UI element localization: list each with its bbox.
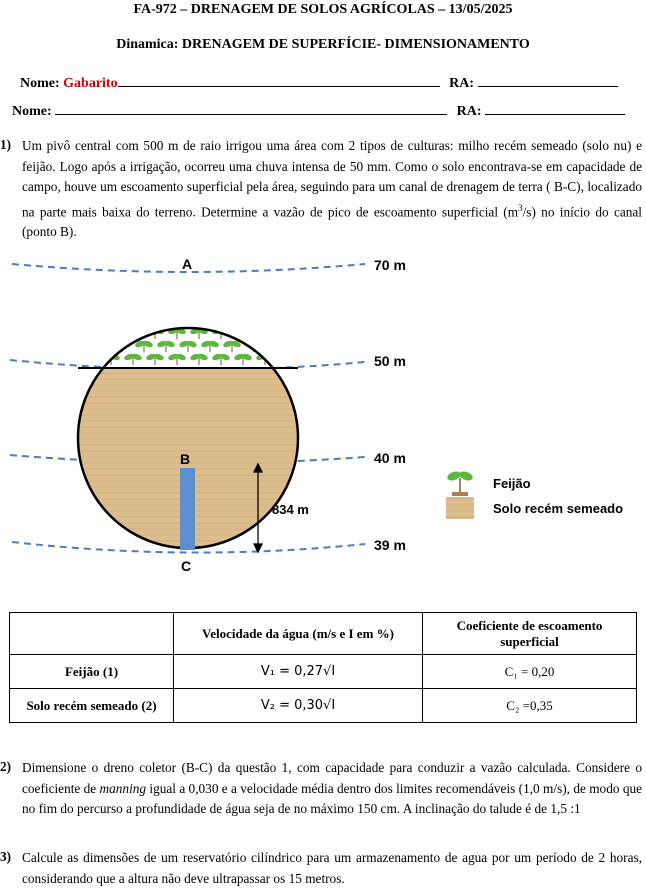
ra-line-2[interactable] <box>485 101 625 115</box>
bean-plant <box>211 303 230 315</box>
bean-plant <box>255 327 274 339</box>
ra-line[interactable] <box>478 73 618 87</box>
legend-bean-icon <box>446 470 474 496</box>
name-label-2: Nome: <box>12 104 52 119</box>
bean-plant <box>288 315 307 327</box>
row-solo-name: Solo recém semeado (2) <box>10 689 174 723</box>
bean-plant <box>189 303 208 315</box>
row-solo-coef: C₂ =0,35 <box>423 689 637 723</box>
bean-plant <box>167 303 186 315</box>
bean-plant <box>79 353 98 365</box>
legend-soil-swatch <box>446 497 474 519</box>
bean-plant <box>255 303 274 315</box>
q1-text: Um pivô central com 500 m de raio irrigou uma área com 2 tipos de culturas: milho recém semeado (solo nu) e feijão. Logo após a irrigação, ocorreu uma chuva intensa de 50 mm. Como o solo encontrava-se em capacidade de campo, houve um escoamento superficial pela área, seguindo para um canal de drenagem de terra ( B-C), localizado na parte mais baixa do terreno. Determine a vazão de pico de escoamento superficial $(m^3/s)$ no início do canal (ponto B). <box>22 138 642 240</box>
bean-plant <box>101 303 120 315</box>
contour-39-label: 39 m <box>374 537 406 553</box>
table-header-coef: Coeficiente de escoamento superficial <box>423 613 637 655</box>
bean-plant <box>277 353 296 365</box>
contour-70-label: 70 m <box>374 257 406 273</box>
legend-feijao: Feijão <box>493 476 531 491</box>
bean-plant <box>79 303 98 315</box>
bean-plant <box>68 291 87 303</box>
contour-40-label: 40 m <box>374 450 406 466</box>
bean-plant <box>134 291 153 303</box>
bean-plant <box>145 303 164 315</box>
bean-plant <box>222 291 241 303</box>
row-solo-velocity: V₂ = 0,30√I <box>174 689 423 723</box>
q2-text: Dimensione o dreno coletor (B-C) da questão 1, com capacidade para conduzir a vazão calculada. Considere o coeficiente de manning igual a 0,030 e a velocidade média dentro dos limites recomendáveis (1,0 m/s), de modo que no fim do percurso a profundidade de água seja de no máximo 150 cm. A inclinação do talude é de 1,5 :1 <box>22 760 643 816</box>
contour-50-label: 50 m <box>374 353 406 369</box>
row-feijao-coef: C₁ = 0,20 <box>423 655 637 689</box>
bean-plant <box>244 291 263 303</box>
q3-number: 3) <box>0 849 12 864</box>
point-a-label: A <box>182 256 193 272</box>
bean-plant <box>244 315 263 327</box>
point-c-label: C <box>181 558 192 574</box>
row-feijao-name: Feijão (1) <box>10 655 174 689</box>
bean-plant <box>233 327 252 339</box>
bean-plant <box>222 315 241 327</box>
bean-area <box>70 310 310 368</box>
bean-plant <box>200 315 219 327</box>
course-title: FA-972 – DRENAGEM DE SOLOS AGRÍCOLAS – 13/05/2025 <box>133 2 513 17</box>
bean-plant <box>90 340 109 352</box>
bean-plant <box>68 315 87 327</box>
bean-plant <box>266 315 285 327</box>
name-line-2[interactable] <box>55 101 447 115</box>
bean-plant <box>233 303 252 315</box>
pivot-figure <box>0 250 646 590</box>
legend-solo: Solo recém semeado <box>493 501 624 516</box>
activity-title: Dinamica: DRENAGEM DE SUPERFÍCIE- DIMENSIONAMENTO <box>116 37 530 52</box>
bean-plant <box>266 291 285 303</box>
table-header-velocity: Velocidade da água (m/s e I em %) <box>174 613 423 655</box>
bean-plant <box>90 315 109 327</box>
bean-plant <box>123 327 142 339</box>
bean-plant <box>178 291 197 303</box>
name-label: Nome: <box>20 76 60 91</box>
ra-label-2: RA: <box>456 104 482 119</box>
bean-plant <box>288 340 307 352</box>
bean-plant <box>134 315 153 327</box>
name-row-2 <box>12 101 625 120</box>
bean-plant <box>200 291 219 303</box>
point-b-label: B <box>180 451 191 467</box>
bean-plant <box>266 340 285 352</box>
q1-number: 1) <box>0 137 12 152</box>
bean-plant <box>112 291 131 303</box>
bean-plant <box>277 303 296 315</box>
q3-text: Calcule as dimensões de um reservatório cilíndrico para um armazenamento de agua por um período de 2 horas, considerando que a altura não deve ultrapassar os 15 metros. <box>22 850 642 886</box>
ra-label: RA: <box>449 76 474 91</box>
bean-plant <box>178 315 197 327</box>
row-feijao-velocity: V₁ = 0,27√I <box>174 655 423 689</box>
table-header-empty <box>10 613 174 655</box>
bean-plant <box>112 315 131 327</box>
bean-plant <box>90 291 109 303</box>
bean-plant <box>79 327 98 339</box>
name-line[interactable] <box>118 73 440 87</box>
name-row-1 <box>20 73 618 92</box>
bean-plant <box>277 327 296 339</box>
bean-plant <box>68 340 87 352</box>
q2-number: 2) <box>0 759 12 774</box>
legend <box>446 470 623 519</box>
name-value: Gabarito <box>63 76 118 91</box>
bean-plant <box>288 291 307 303</box>
bean-plant <box>101 327 120 339</box>
parameters-table <box>9 612 637 723</box>
bean-plant <box>123 303 142 315</box>
bean-plant <box>156 291 175 303</box>
distance-label: 834 m <box>272 502 309 517</box>
bean-plant <box>156 315 175 327</box>
drain-channel <box>180 468 195 550</box>
